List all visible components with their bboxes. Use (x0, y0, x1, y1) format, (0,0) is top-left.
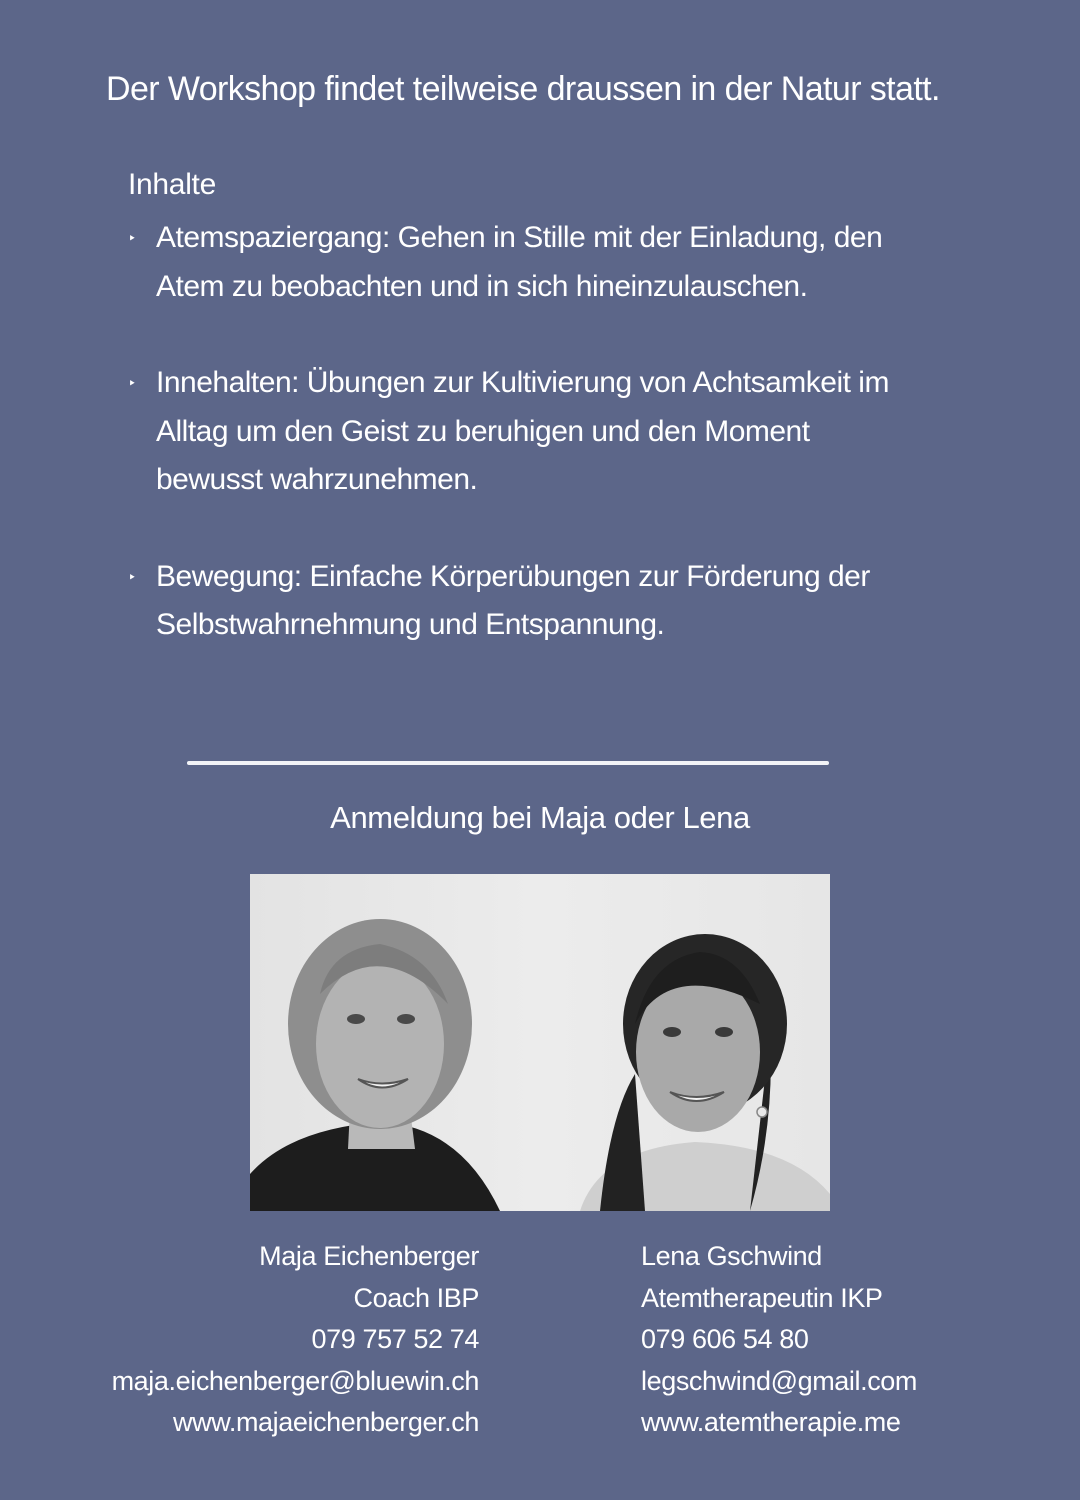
contact-email: maja.eichenberger@bluewin.ch (111, 1365, 479, 1396)
left-person-face (316, 960, 444, 1128)
contact-name: Maja Eichenberger (259, 1241, 479, 1271)
list-item-pause (128, 359, 928, 505)
contact-maja (112, 1236, 479, 1444)
contact-role: Coach IBP (353, 1282, 479, 1313)
right-person-eye (663, 1027, 681, 1037)
item-line: Bewegung: Einfache Körperübungen zur Förderung der (156, 559, 870, 593)
bullet-icon: ‣ (128, 375, 136, 391)
right-person-eye (715, 1027, 733, 1037)
contact-phone: 079 606 54 80 (641, 1324, 809, 1354)
divider-line (187, 761, 829, 765)
contents-heading: Inhalte (128, 168, 216, 201)
left-person-eye (397, 1014, 415, 1024)
list-item-movement (128, 553, 928, 650)
portrait-photo (250, 874, 830, 1211)
bullet-icon: ‣ (128, 568, 136, 585)
bullet-icon: ‣ (128, 230, 136, 246)
right-person-earring (757, 1107, 767, 1117)
contact-role: Atemtherapeutin IKP (641, 1282, 883, 1313)
contact-phone: 079 757 52 74 (311, 1324, 479, 1354)
left-person-eye (347, 1014, 365, 1024)
contact-email: legschwind@gmail.com (641, 1365, 918, 1396)
item-line: Alltag um den Geist zu beruhigen und den Moment (156, 414, 810, 448)
item-line: Atem zu beobachten und in sich hineinzulauschen. (156, 269, 808, 303)
contact-name: Lena Gschwind (641, 1241, 822, 1271)
contact-website: www.majaeichenberger.ch (173, 1407, 479, 1437)
portrait-illustration (250, 874, 830, 1211)
item-line: Atemspaziergang: Gehen in Stille mit der Einladung, den (156, 221, 883, 254)
contents-list (128, 214, 928, 698)
intro-text: Der Workshop findet teilweise draussen in der Natur statt. (106, 70, 940, 108)
item-line: Innehalten: Übungen zur Kultivierung von Achtsamkeit im (156, 366, 889, 399)
item-line: bewusst wahrzunehmen. (156, 463, 478, 496)
contact-lena (641, 1236, 917, 1444)
right-person-hair-left (600, 1074, 645, 1211)
contact-website: www.atemtherapie.me (641, 1407, 901, 1437)
item-line: Selbstwahrnehmung und Entspannung. (156, 608, 665, 641)
registration-heading: Anmeldung bei Maja oder Lena (330, 800, 750, 835)
list-item-breath-walk (128, 214, 928, 311)
